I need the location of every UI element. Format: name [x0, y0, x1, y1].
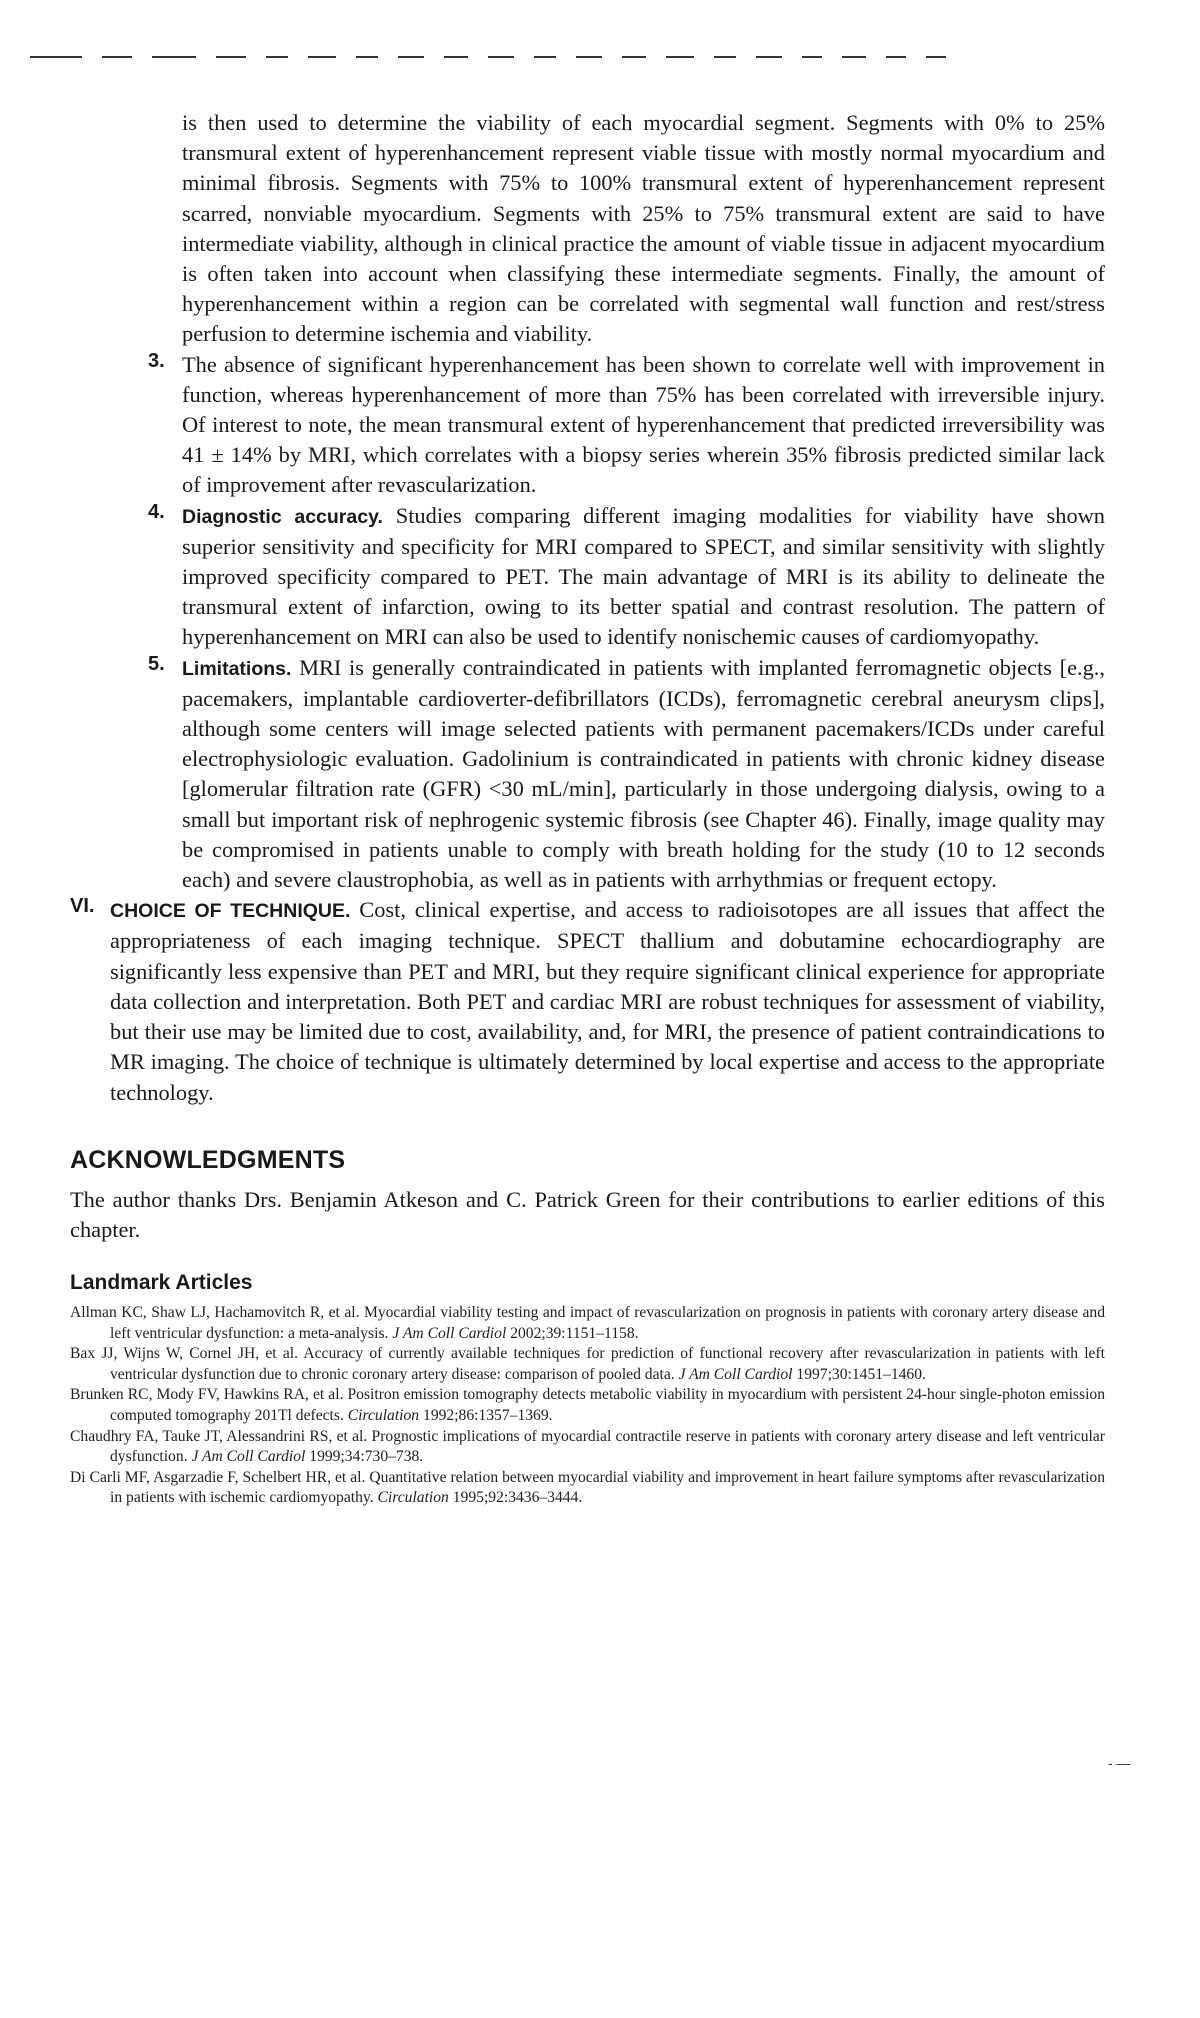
acknowledgments-text: The author thanks Drs. Benjamin Atkeson and C. Patrick Green for their contributions to earlier editions of this chapter.	[70, 1186, 1105, 1242]
reference-item: Di Carli MF, Asgarzadie F, Schelbert HR, et al. Quantitative relation between myocardial viability and improvement in heart failure symptoms after revascularization in patients with ischemic cardiomyopathy. Circulation 1995;92:3436–3444.	[70, 1468, 1105, 1507]
item-number: 3.	[148, 349, 165, 372]
page-body	[70, 108, 1105, 1509]
landmark-articles-heading: Landmark Articles	[70, 1271, 253, 1295]
reference-item: Chaudhry FA, Tauke JT, Alessandrini RS, et al. Prognostic implications of myocardial contractile reserve in patients with coronary artery disease and left ventricular dysfunction. J Am Coll Cardiol 1999;34:730–738.	[70, 1427, 1105, 1466]
item-lead: Limitations.	[182, 657, 292, 680]
reference-item: Bax JJ, Wijns W, Cornel JH, et al. Accuracy of currently available techniques for prediction of functional recovery after revascularization in patients with left ventricular dysfunction due to chronic coronary artery disease: comparison of pooled data. J Am Coll Cardiol 1997;30:1451–1460.	[70, 1345, 1105, 1383]
section-vi	[70, 895, 1105, 1107]
margin-mark: - —	[1108, 1755, 1131, 1771]
reference-list	[70, 1303, 1105, 1509]
section-text: CHOICE OF TECHNIQUE. Cost, clinical expertise, and access to radioisotopes are all issues that affect the appropriateness of each imaging technique. SPECT thallium and dobutamine echocardiography are significantly less expensive than PET and MRI, but they require significant clinical experience for appropriate data collection and interpretation. Both PET and cardiac MRI are robust techniques for assessment of viability, but their use may be limited due to cost, availability, and, for MRI, the presence of patient contraindications to MR imaging. The choice of technique is ultimately determined by local expertise and access to the appropriate technology.	[110, 897, 1105, 1105]
item-text: Limitations. MRI is generally contraindicated in patients with implanted ferromagnetic objects [e.g., pacemakers, implantable cardioverter-defibrillators (ICDs), ferromagnetic cerebral aneurysm clips], although some centers will image selected patients with permanent pacemakers/ICDs under careful electrophysiologic evaluation. Gadolinium is contraindicated in patients with chronic kidney disease [glomerular filtration rate (GFR) <30 mL/min], particularly in those undergoing dialysis, owing to a small but important risk of nephrogenic systemic fibrosis (see Chapter 46). Finally, image quality may be compromised in patients unable to comply with breath holding for the study (10 to 12 seconds each) and severe claustrophobia, as well as in patients with arrhythmias or frequent ectopy.	[182, 654, 1105, 893]
reference-item: Allman KC, Shaw LJ, Hachamovitch R, et al. Myocardial viability testing and impact of revascularization on prognosis in patients with coronary artery disease and left ventricular dysfunction: a meta-analysis. J Am Coll Cardiol 2002;39:1151–1158.	[70, 1304, 1105, 1342]
reference-item: Brunken RC, Mody FV, Hawkins RA, et al. Positron emission tomography detects metabolic viability in myocardium with persistent 24-hour single-photon emission computed tomography 201Tl defects. Circulation 1992;86:1357–1369.	[70, 1386, 1105, 1425]
section-number: VI.	[70, 895, 95, 918]
continuation-paragraph: is then used to determine the viability of each myocardial segment. Segments with 0% to 25% transmural extent of hyperenhancement represent viable tissue with mostly normal myocardium and minimal fibrosis. Segments with 75% to 100% transmural extent of hyperenhancement represent scarred, nonviable myocardium. Segments with 25% to 75% transmural extent are said to have intermediate viability, although in clinical practice the amount of viable tissue in adjacent myocardium is often taken into account when classifying these intermediate segments. Finally, the amount of hyperenhancement within a region can be correlated with segmental wall function and rest/stress perfusion to determine ischemia and viability.	[182, 110, 1105, 347]
list-item-4	[148, 500, 1105, 653]
item-number: 5.	[148, 652, 165, 675]
item-lead: Diagnostic accuracy.	[182, 505, 383, 528]
item-text: Diagnostic accuracy. Studies comparing different imaging modalities for viability have shown superior sensitivity and specificity for MRI compared to SPECT, and similar sensitivity with slightly improved specificity compared to PET. The main advantage of MRI is its ability to delineate the transmural extent of infarction, owing to its better spatial and contrast resolution. The pattern of hyperenhancement on MRI can also be used to identify nonischemic causes of cardiomyopathy.	[182, 502, 1105, 650]
list-item-3	[148, 349, 1105, 501]
section-title: CHOICE OF TECHNIQUE.	[110, 900, 351, 923]
item-number: 4.	[148, 500, 165, 523]
list-item-5	[148, 652, 1105, 896]
header-rule	[30, 56, 1090, 59]
item-text: The absence of significant hyperenhancement has been shown to correlate well with improvement in function, whereas hyperenhancement of more than 75% has been correlated with irreversible injury. Of interest to note, the mean transmural extent of hyperenhancement that predicted irreversibility was 41 ± 14% by MRI, which correlates with a biopsy series wherein 35% fibrosis predicted similar lack of improvement after revascularization.	[182, 351, 1105, 498]
acknowledgments-heading: ACKNOWLEDGMENTS	[70, 1145, 346, 1174]
